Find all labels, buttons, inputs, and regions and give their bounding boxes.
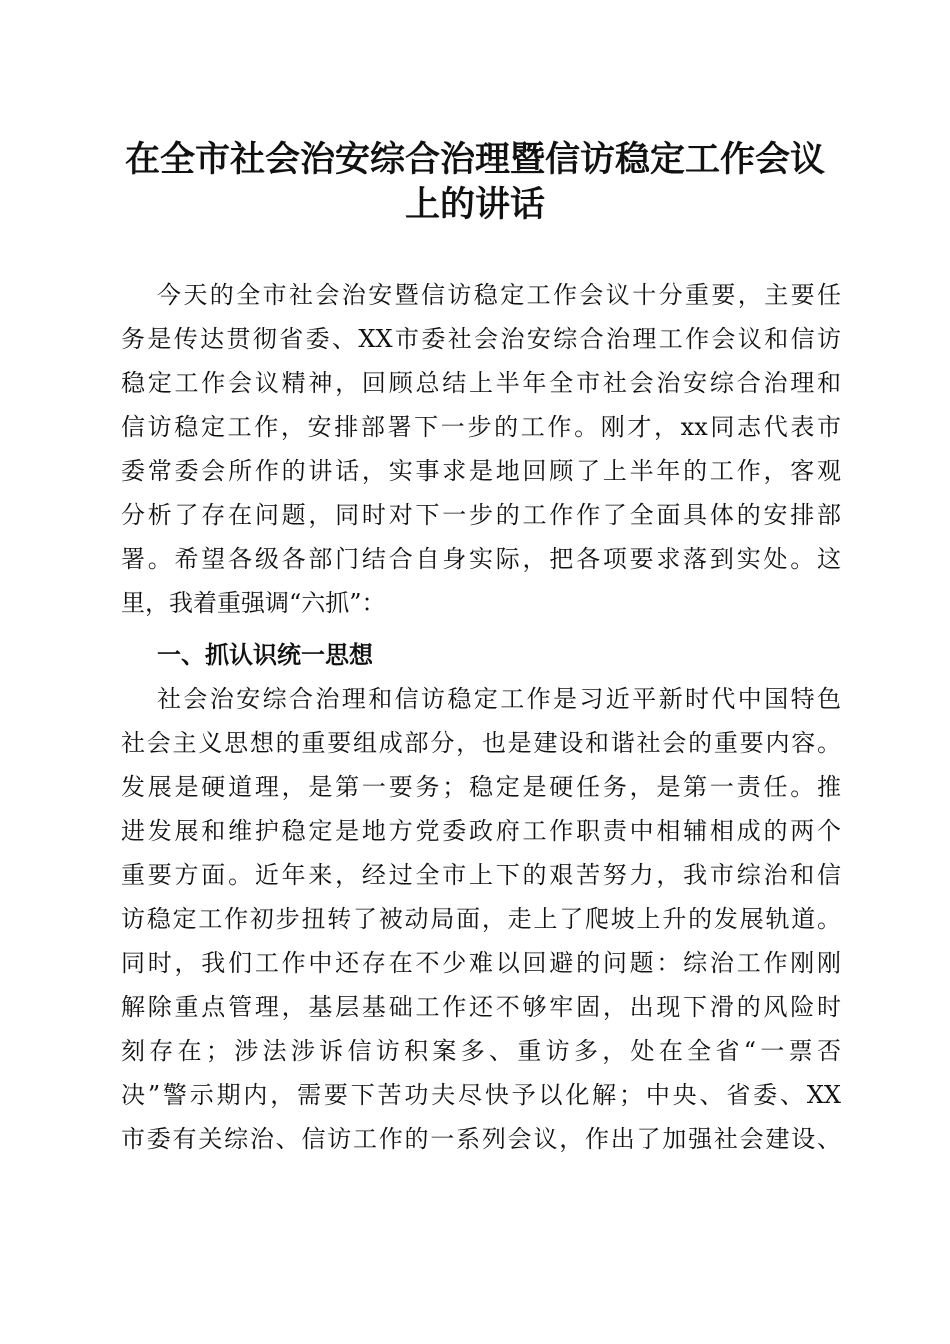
- paragraph-line: 决”警示期内，需要下苦功夫尽快予以化解；中央、省委、XX: [121, 1081, 841, 1109]
- paragraph-line: 稳定工作会议精神，回顾总结上半年全市社会治安综合治理和: [121, 369, 841, 397]
- paragraph-line: 社会治安综合治理和信访稳定工作是习近平新时代中国特色: [157, 685, 841, 713]
- section-heading: 一、抓认识统一思想: [157, 641, 373, 669]
- paragraph-line: 访稳定工作初步扭转了被动局面，走上了爬坡上升的发展轨道。: [121, 905, 841, 933]
- paragraph-line: 重要方面。近年来，经过全市上下的艰苦努力，我市综治和信: [121, 861, 841, 889]
- paragraph-line: 信访稳定工作，安排部署下一步的工作。刚才，xx同志代表市: [121, 413, 841, 441]
- paragraph-line: 今天的全市社会治安暨信访稳定工作会议十分重要，主要任: [157, 281, 841, 309]
- document-title-line-1: 在全市社会治安综合治理暨信访稳定工作会议: [124, 139, 825, 180]
- paragraph-line: 里，我着重强调“六抓”：: [121, 589, 386, 617]
- paragraph-line: 进发展和维护稳定是地方党委政府工作职责中相辅相成的两个: [121, 817, 841, 845]
- paragraph-line: 委常委会所作的讲话，实事求是地回顾了上半年的工作，客观: [121, 457, 841, 485]
- paragraph-line: 同时，我们工作中还存在不少难以回避的问题：综治工作刚刚: [121, 949, 841, 977]
- paragraph-line: 解除重点管理，基层基础工作还不够牢固，出现下滑的风险时: [121, 993, 841, 1021]
- paragraph-line: 社会主义思想的重要组成部分，也是建设和谐社会的重要内容。: [121, 729, 841, 757]
- paragraph-line: 市委有关综治、信访工作的一系列会议，作出了加强社会建设、: [121, 1125, 841, 1153]
- paragraph-line: 分析了存在问题，同时对下一步的工作作了全面具体的安排部: [121, 501, 841, 529]
- document-title-line-2: 上的讲话: [404, 184, 545, 225]
- paragraph-line: 发展是硬道理，是第一要务；稳定是硬任务，是第一责任。推: [121, 773, 841, 801]
- paragraph-line: 刻存在；涉法涉诉信访积案多、重访多，处在全省“一票否: [121, 1037, 841, 1065]
- paragraph-line: 署。希望各级各部门结合自身实际，把各项要求落到实处。这: [121, 545, 841, 573]
- paragraph-line: 务是传达贯彻省委、XX市委社会治安综合治理工作会议和信访: [121, 325, 841, 353]
